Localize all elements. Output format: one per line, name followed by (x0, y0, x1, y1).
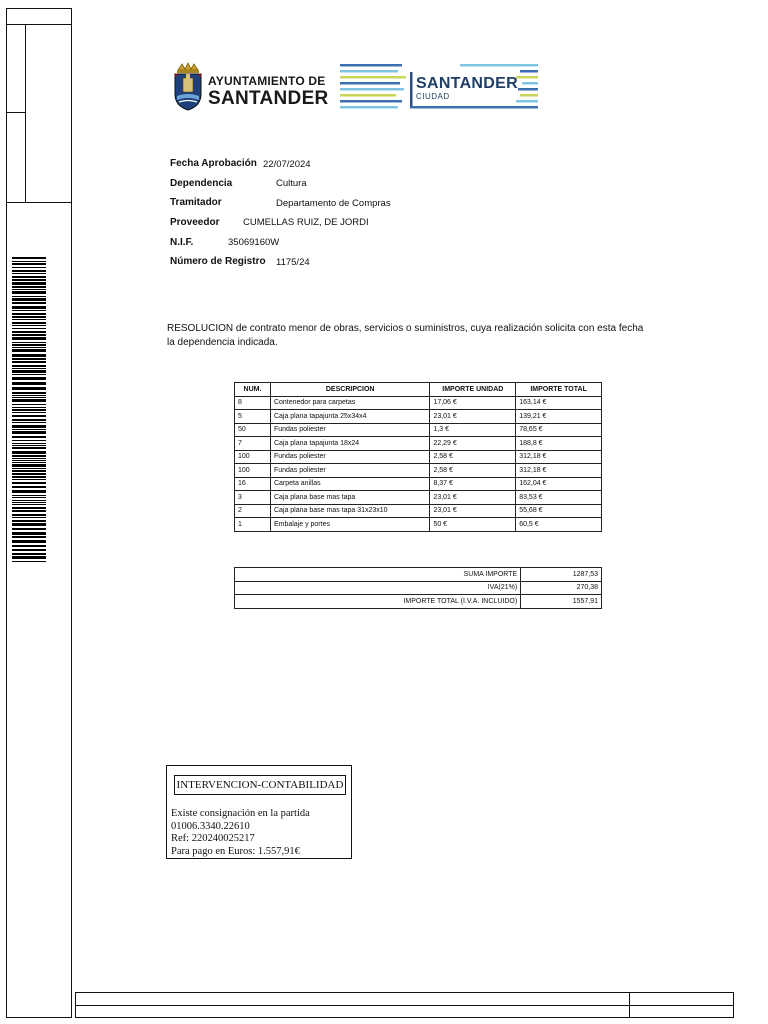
barcode-bar (12, 399, 46, 402)
barcode-bar (12, 451, 46, 454)
barcode-bar (12, 490, 46, 493)
barcode-bar (12, 358, 46, 360)
dependencia-label: Dependencia (170, 178, 233, 189)
table-row (235, 423, 602, 437)
barcode-bar (12, 349, 46, 352)
barcode-bar (12, 561, 46, 562)
cell-descripcion: Caja plana base mas tapa (270, 491, 430, 505)
barcode-bar (12, 455, 46, 457)
barcode-bar (12, 507, 46, 509)
barcode-bar (12, 279, 46, 281)
barcode-bar (12, 334, 46, 336)
barcode-bar (12, 553, 46, 555)
cell-num: 100 (235, 450, 271, 464)
cell-importe-total: 312,18 € (516, 464, 602, 478)
barcode-bar (12, 443, 46, 444)
barcode-bar (12, 419, 46, 421)
totals-table (234, 567, 602, 609)
barcode-bar (12, 374, 46, 375)
cell-importe-unidad: 22,29 € (430, 437, 516, 451)
barcode-bar (12, 310, 46, 311)
barcode-bar (12, 445, 46, 446)
barcode-bar (12, 412, 46, 413)
cell-importe-unidad: 50 € (430, 518, 516, 532)
cell-descripcion: Carpeta anillas (270, 477, 430, 491)
intervencion-line-2: 01006.3340.22610 (171, 820, 250, 832)
cell-descripcion: Caja plana base mas tapa 31x23x10 (270, 504, 430, 518)
intervencion-line-3: Ref: 220240025217 (171, 833, 255, 844)
barcode-bar (12, 514, 46, 516)
importe-total-label: IMPORTE TOTAL (I.V.A. INCLUIDO) (235, 595, 521, 609)
barcode-bar (12, 382, 46, 385)
barcode-bar (12, 495, 46, 496)
barcode-bar (12, 306, 46, 309)
barcode-bar (12, 291, 46, 294)
cell-importe-total: 188,8 € (516, 437, 602, 451)
barcode-bar (12, 397, 46, 398)
barcode-bar (12, 425, 46, 428)
barcode-bar (12, 528, 46, 530)
barcode-bar (12, 415, 46, 417)
ayuntamiento-logo-line1: AYUNTAMIENTO DE (208, 74, 326, 88)
barcode-bar (12, 282, 46, 285)
barcode-bar (12, 422, 46, 423)
table-row (235, 477, 602, 491)
barcode-bar (12, 289, 46, 290)
intervencion-line-1: Existe consignación en la partida (171, 808, 310, 819)
barcode-bar (12, 319, 46, 320)
cell-num: 8 (235, 396, 271, 410)
santander-ciudad-logo-line2: CIUDAD (416, 92, 450, 101)
table-row (235, 464, 602, 478)
cell-importe-total: 55,68 € (516, 504, 602, 518)
barcode-bar (12, 361, 46, 363)
suma-importe-label: SUMA IMPORTE (235, 568, 521, 582)
cell-importe-unidad: 1,3 € (430, 423, 516, 437)
cell-importe-unidad: 2,58 € (430, 450, 516, 464)
barcode-bar (12, 273, 46, 274)
barcode-bar (12, 322, 46, 324)
barcode-bar (12, 276, 46, 278)
table-row (235, 518, 602, 532)
table-row (235, 450, 602, 464)
items-table-header-row (235, 383, 602, 397)
cell-descripcion: Fundas poliester (270, 450, 430, 464)
table-row (235, 491, 602, 505)
table-row (235, 396, 602, 410)
barcode-bar (12, 545, 46, 547)
barcode-bar (12, 377, 46, 380)
barcode-bar (12, 540, 46, 543)
cell-importe-unidad: 23,01 € (430, 410, 516, 424)
intervencion-title: INTERVENCION-CONTABILIDAD (174, 775, 346, 795)
iva-value: 270,38 (521, 581, 602, 595)
barcode-bar (12, 523, 46, 526)
cell-descripcion: Caja plana tapajunta 18x24 (270, 437, 430, 451)
barcode-bar (12, 536, 46, 538)
barcode-bar (12, 354, 46, 357)
tramitador-value: Departamento de Compras (276, 198, 391, 209)
barcode-bar (12, 486, 46, 488)
barcode-bar (12, 392, 46, 394)
cell-importe-unidad: 23,01 € (430, 504, 516, 518)
barcode-bar (12, 331, 46, 333)
ayuntamiento-logo-line2: SANTANDER (208, 88, 329, 109)
barcode-bar (12, 556, 46, 559)
barcode-bar (12, 462, 46, 463)
cell-descripcion: Fundas poliester (270, 423, 430, 437)
barcode-bar (12, 502, 46, 503)
dependencia-value: Cultura (276, 178, 307, 189)
cell-descripcion: Caja plana tapajunta 25x34x4 (270, 410, 430, 424)
cell-num: 1 (235, 518, 271, 532)
barcode-bar (12, 447, 46, 449)
cell-num: 100 (235, 464, 271, 478)
barcode-bar (12, 368, 46, 369)
cell-importe-total: 312,18 € (516, 450, 602, 464)
coat-of-arms-icon (172, 62, 204, 112)
table-row (235, 504, 602, 518)
barcode-bar (12, 257, 46, 259)
barcode-bar (12, 532, 46, 535)
barcode-bar (12, 510, 46, 512)
barcode-bar (12, 440, 46, 441)
cell-descripcion: Embalaje y portes (270, 518, 430, 532)
cell-importe-unidad: 2,58 € (430, 464, 516, 478)
cell-importe-unidad: 23,01 € (430, 491, 516, 505)
fecha-value: 22/07/2024 (263, 159, 311, 170)
barcode-bar (12, 328, 46, 329)
table-row (235, 410, 602, 424)
cell-descripcion: Fundas poliester (270, 464, 430, 478)
barcode-bar (12, 407, 46, 408)
santander-ciudad-logo-line1: SANTANDER (416, 75, 518, 92)
barcode-bar (12, 429, 46, 430)
registro-value: 1175/24 (276, 257, 310, 268)
barcode-bar (12, 325, 46, 326)
barcode-bar (12, 458, 46, 459)
barcode-bar (12, 316, 46, 318)
barcode-bar (12, 497, 46, 498)
cell-num: 16 (235, 477, 271, 491)
barcode-bar (12, 337, 46, 340)
proveedor-label: Proveedor (170, 217, 220, 228)
barcode-bar (12, 482, 46, 484)
items-table (234, 382, 602, 532)
tramitador-label: Tramitador (170, 197, 222, 208)
nif-value: 35069160W (228, 237, 280, 248)
importe-total-value: 1557,91 (521, 595, 602, 609)
barcode-bar (12, 313, 46, 315)
cell-importe-unidad: 17,06 € (430, 396, 516, 410)
cell-importe-total: 78,65 € (516, 423, 602, 437)
header-importe-unidad: IMPORTE UNIDAD (430, 383, 516, 397)
barcode-bar (12, 344, 46, 346)
barcode-bar (12, 296, 46, 297)
cell-descripcion: Contenedor para carpetas (270, 396, 430, 410)
barcode-bar (12, 409, 46, 411)
barcode-bar (12, 302, 46, 304)
barcode-bar (12, 436, 46, 438)
barcode-bar (12, 387, 46, 390)
cell-num: 50 (235, 423, 271, 437)
cell-num: 3 (235, 491, 271, 505)
barcode-bar (12, 470, 46, 472)
barcode-bar (12, 464, 46, 467)
barcode-bar (12, 270, 46, 272)
nif-label: N.I.F. (170, 237, 194, 248)
intervencion-stamp (166, 765, 352, 859)
totals-row-iva (235, 581, 602, 595)
barcode-bar (12, 263, 46, 265)
cell-importe-total: 83,53 € (516, 491, 602, 505)
proveedor-value: CUMELLAS RUIZ, DE JORDI (243, 217, 369, 228)
barcode-bar (12, 261, 46, 262)
header-importe-total: IMPORTE TOTAL (516, 383, 602, 397)
suma-importe-value: 1287,53 (521, 568, 602, 582)
barcode-bar (12, 504, 46, 505)
intervencion-line-4: Para pago en Euros: 1.557,91€ (171, 845, 300, 857)
barcode-image (12, 257, 46, 562)
barcode-bar (12, 342, 46, 343)
bottom-signature-strip (75, 992, 734, 1018)
cell-importe-unidad: 8,37 € (430, 477, 516, 491)
barcode-bar (12, 286, 46, 288)
cell-importe-total: 163,14 € (516, 396, 602, 410)
header-num: NUM. (235, 383, 271, 397)
header-descripcion: DESCRIPCION (270, 383, 430, 397)
cell-num: 2 (235, 504, 271, 518)
barcode-bar (12, 549, 46, 551)
barcode-bar (12, 298, 46, 301)
registro-label: Número de Registro (170, 256, 266, 267)
barcode-bar (12, 468, 46, 469)
barcode-bar (12, 347, 46, 348)
barcode-bar (12, 431, 46, 434)
barcode-bar (12, 479, 46, 480)
totals-row-suma (235, 568, 602, 582)
barcode-bar (12, 395, 46, 396)
barcode-bar (12, 517, 46, 518)
cell-num: 5 (235, 410, 271, 424)
barcode-bar (12, 476, 46, 478)
table-row (235, 437, 602, 451)
resolution-text: RESOLUCION de contrato menor de obras, servicios o suministros, cuya realización solicita con esta fecha la dependencia indicada. (167, 323, 644, 348)
cell-importe-total: 60,5 € (516, 518, 602, 532)
fecha-label: Fecha Aprobación (170, 158, 257, 169)
barcode-bar (12, 370, 46, 373)
barcode-bar (12, 460, 46, 461)
intervencion-body (171, 808, 310, 858)
cell-num: 7 (235, 437, 271, 451)
barcode-bar (12, 500, 46, 501)
barcode-bar (12, 267, 46, 268)
barcode-bar (12, 473, 46, 475)
cell-importe-total: 162,04 € (516, 477, 602, 491)
cell-importe-total: 139,21 € (516, 410, 602, 424)
barcode-bar (12, 404, 46, 405)
totals-row-importe-total (235, 595, 602, 609)
iva-label: IVA(21%) (235, 581, 521, 595)
barcode-bar (12, 365, 46, 367)
barcode-bar (12, 520, 46, 522)
